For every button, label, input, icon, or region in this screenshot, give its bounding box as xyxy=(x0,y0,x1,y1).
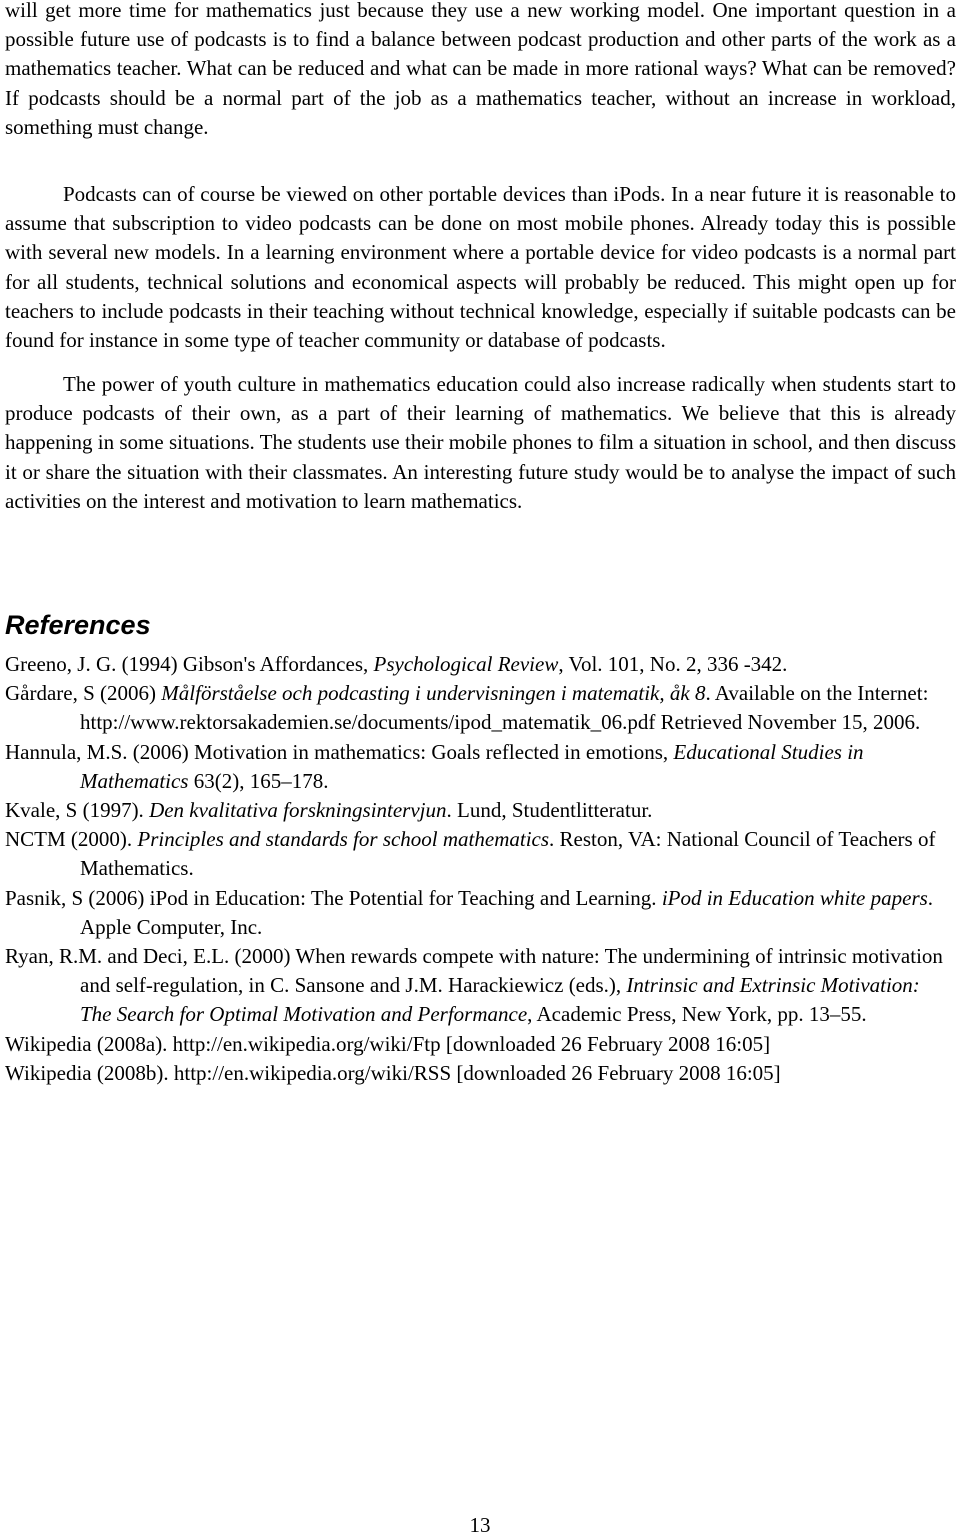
reference-text: 63(2), 165–178. xyxy=(188,768,329,793)
reference-item xyxy=(5,650,956,679)
body-paragraph-1 xyxy=(5,0,956,142)
paragraph-text: The power of youth culture in mathematics education could also increase radically when students start to produce podcasts of their own, as a part of their learning of mathematics. We believe that this is already happening in some situations. The students use their mobile phones to film a situation in school, and then discuss it or share the situation with their classmates. An interesting future study would be to analyse the impact of such activities on the interest and motivation to learn mathematics. xyxy=(5,372,956,513)
page-number: 13 xyxy=(469,1513,491,1537)
reference-title: Intrinsic and Extrinsic Motivation: The Search for Optimal Motivation and Performance xyxy=(80,973,920,1027)
references-heading: References xyxy=(5,610,151,640)
reference-item xyxy=(5,1030,956,1059)
reference-text: , Vol. 101, No. 2, 336 -342. xyxy=(558,652,788,676)
reference-title: Educational Studies in Mathematics xyxy=(80,739,864,793)
reference-text: Wikipedia (2008b). http://en.wikipedia.org/wiki/RSS [downloaded 26 February 2008 16:05] xyxy=(5,1060,781,1085)
reference-title: Psychological Review xyxy=(373,652,559,676)
references-list xyxy=(5,650,956,1088)
reference-text: Ryan, R.M. and Deci, E.L. (2000) When rewards compete with nature: The undermining of intrinsic motivation and self-regulation, in C. Sansone and J.M. Harackiewicz (eds.), xyxy=(5,944,943,998)
reference-text: Hannula, M.S. (2006) Motivation in mathematics: Goals reflected in emotions, xyxy=(5,739,674,764)
reference-item xyxy=(5,942,956,1030)
reference-text: . Available on the Internet: http://www.rektorsakademien.se/documents/ipod_matematik_06.pdf Retrieved November 15, 2006. xyxy=(80,681,929,735)
reference-text: NCTM (2000). xyxy=(5,827,138,852)
paragraph-text: will get more time for mathematics just because they use a new working model. One important question in a possible future use of podcasts is to find a balance between podcast production and other parts of the work as a mathematics teacher. What can be reduced and what can be made in more rational ways? What can be removed? If podcasts should be a normal part of the job as a mathematics teacher, without an increase in workload, something must change. xyxy=(5,0,956,139)
reference-title: Den kvalitativa forskningsintervjun xyxy=(149,798,447,823)
reference-item xyxy=(5,884,956,942)
reference-text: Wikipedia (2008a). http://en.wikipedia.org/wiki/Ftp [downloaded 26 February 2008 16:05] xyxy=(5,1031,771,1056)
reference-text: . Lund, Studentlitteratur. xyxy=(446,798,653,823)
reference-item xyxy=(5,825,956,883)
reference-item xyxy=(5,738,956,796)
reference-item xyxy=(5,796,956,825)
reference-text: Greeno, J. G. (1994) Gibson's Affordances, xyxy=(5,652,374,676)
paragraph-text: Podcasts can of course be viewed on other portable devices than iPods. In a near future it is reasonable to assume that subscription to video podcasts can be done on most mobile phones. Already today this is possible with several new models. In a learning environment where a portable device for video podcasts is a normal part for all students, technical solutions and economical aspects will probably be reduced. This might open up for teachers to include podcasts in their teaching without technical knowledge, especially if suitable podcasts can be found for instance in some type of teacher community or database of podcasts. xyxy=(5,182,956,353)
reference-text: Gårdare, S (2006) xyxy=(5,681,162,706)
reference-title: Principles and standards for school mathematics xyxy=(137,827,550,852)
reference-text: Kvale, S (1997). xyxy=(5,798,150,823)
body-paragraph-2 xyxy=(5,180,956,355)
reference-text: . Apple Computer, Inc. xyxy=(80,885,934,939)
reference-title: iPod in Education white papers xyxy=(661,885,928,910)
reference-text: . Reston, VA: National Council of Teachers of Mathematics. xyxy=(80,827,936,881)
reference-title: Målförståelse och podcasting i undervisningen i matematik, åk 8 xyxy=(161,681,706,706)
reference-text: , Academic Press, New York, pp. 13–55. xyxy=(527,1002,867,1027)
reference-item xyxy=(5,679,956,737)
reference-text: Pasnik, S (2006) iPod in Education: The Potential for Teaching and Learning. xyxy=(5,885,662,910)
body-paragraph-3 xyxy=(5,370,956,516)
reference-item xyxy=(5,1059,956,1088)
